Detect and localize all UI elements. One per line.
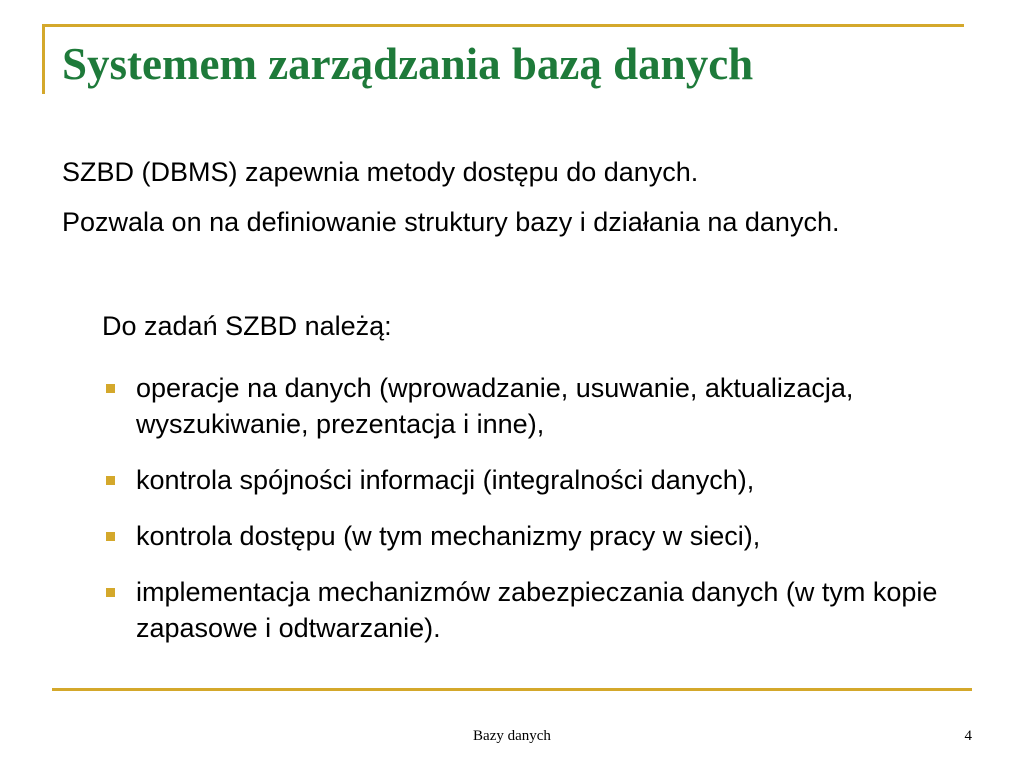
square-bullet-icon	[106, 588, 115, 597]
paragraph-dbms-access: SZBD (DBMS) zapewnia metody dostępu do danych.	[62, 157, 699, 187]
list-item	[102, 518, 972, 554]
list-intro: Do zadań SZBD należą:	[102, 311, 392, 341]
list-item-text: kontrola dostępu (w tym mechanizmy pracy w sieci),	[136, 521, 761, 551]
accent-line-vertical	[42, 24, 45, 94]
footer-title: Bazy danych	[473, 728, 551, 744]
list-item	[102, 462, 972, 498]
square-bullet-icon	[106, 384, 115, 393]
task-list	[102, 370, 972, 666]
list-item	[102, 574, 972, 646]
paragraph-dbms-definition: Pozwala on na definiowanie struktury bazy i działania na danych.	[62, 207, 840, 237]
slide-title: Systemem zarządzania bazą danych	[62, 39, 754, 89]
square-bullet-icon	[106, 476, 115, 485]
list-item	[102, 370, 972, 442]
list-item-text: implementacja mechanizmów zabezpieczania danych (w tym kopie zapasowe i odtwarzanie).	[136, 577, 938, 643]
accent-line-bottom	[52, 688, 972, 691]
page-number: 4	[964, 728, 972, 744]
accent-line-top	[42, 24, 964, 27]
list-item-text: operacje na danych (wprowadzanie, usuwanie, aktualizacja, wyszukiwanie, prezentacja i inne),	[136, 373, 854, 439]
list-item-text: kontrola spójności informacji (integralności danych),	[136, 465, 755, 495]
square-bullet-icon	[106, 532, 115, 541]
